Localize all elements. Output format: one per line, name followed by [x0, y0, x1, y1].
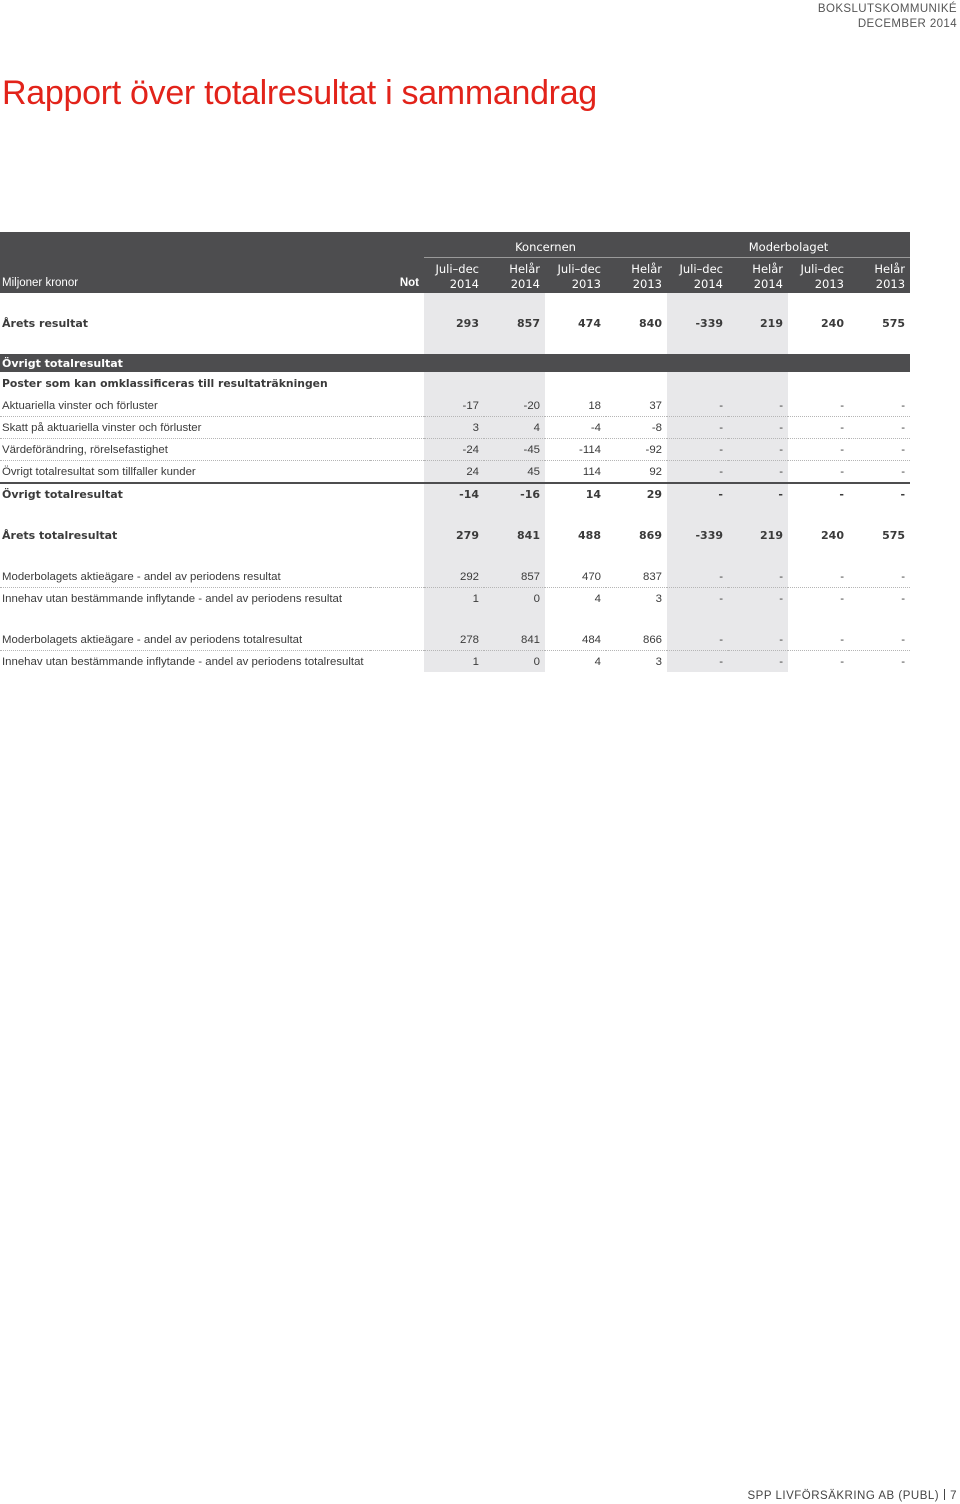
table-cell: - [667, 461, 728, 484]
table-cell: 474 [578, 317, 601, 330]
table-cell: - [849, 629, 910, 651]
spacer-row [0, 505, 910, 525]
spacer-row [0, 293, 910, 313]
table-cell: 240 [821, 317, 844, 330]
group-moderbolaget: Moderbolaget [667, 232, 910, 258]
year-header: 2013 [849, 277, 910, 293]
table-cell: 1 [424, 588, 484, 610]
table-row [0, 417, 910, 439]
table-cell: -4 [545, 417, 606, 439]
table-cell: 278 [424, 629, 484, 651]
table-cell: 114 [545, 461, 606, 484]
table-cell: - [728, 417, 788, 439]
table-cell: - [788, 566, 849, 588]
table-cell: -114 [545, 439, 606, 461]
table-row [0, 566, 910, 588]
table-cell: 24 [424, 461, 484, 484]
table-cell: - [728, 483, 788, 505]
group-koncernen: Koncernen [424, 232, 667, 258]
table-cell: 869 [639, 529, 662, 542]
period-header: Helår [606, 258, 667, 278]
table-cell: 292 [424, 566, 484, 588]
table-cell: 18 [545, 395, 606, 417]
group-header-row [0, 232, 910, 258]
table-row [0, 629, 910, 651]
table-cell: - [788, 439, 849, 461]
table-cell: - [900, 488, 906, 501]
table-cell: - [840, 592, 844, 605]
period-header: Juli–dec [545, 258, 606, 278]
table-cell: 45 [484, 461, 545, 484]
arets-resultat-row [0, 313, 910, 334]
year-header: 2014 [424, 277, 484, 293]
year-header-row [0, 277, 910, 293]
table-cell: 840 [639, 317, 662, 330]
table-cell: 279 [424, 525, 484, 546]
table-cell: -20 [484, 395, 545, 417]
unit-label: Miljoner kronor [0, 277, 370, 293]
year-header: 2013 [788, 277, 849, 293]
table-cell: - [667, 395, 728, 417]
period-header: Helår [728, 258, 788, 278]
table-cell: - [788, 395, 849, 417]
row-label: Årets resultat [2, 317, 89, 330]
table-cell: 3 [655, 592, 662, 605]
table-cell: - [667, 629, 728, 651]
page-number: 7 [950, 1490, 957, 1502]
table-cell: 484 [545, 629, 606, 651]
table-cell: 0 [484, 588, 545, 610]
spacer-row [0, 546, 910, 566]
row-label: Innehav utan bestämmande inflytande - andel av periodens resultat [2, 592, 343, 605]
table-cell: - [901, 592, 906, 605]
table-cell: - [728, 588, 788, 610]
period-header: Juli–dec [424, 258, 484, 278]
row-label: Aktuariella vinster och förluster [0, 395, 370, 417]
row-label: Värdeförändring, rörelsefastighet [0, 439, 370, 461]
table-cell: 470 [545, 566, 606, 588]
table-cell: - [667, 439, 728, 461]
table-cell: 92 [606, 461, 667, 484]
table-cell: - [788, 461, 849, 484]
table-cell: 219 [728, 313, 788, 334]
table-cell: - [667, 588, 728, 610]
table-row [0, 588, 910, 610]
table-cell: - [788, 629, 849, 651]
table-cell: - [667, 566, 728, 588]
table-cell: -339 [667, 313, 728, 334]
table-cell: 4 [484, 417, 545, 439]
table-cell: 837 [606, 566, 667, 588]
period-header: Juli–dec [788, 258, 849, 278]
row-label: Övrigt totalresultat [2, 488, 123, 501]
table-cell: -339 [667, 525, 728, 546]
table-cell: - [667, 483, 728, 505]
period-header-row [0, 258, 910, 278]
table-cell: - [849, 417, 910, 439]
table-cell: 37 [606, 395, 667, 417]
table-cell: 219 [728, 525, 788, 546]
row-label: Årets totalresultat [2, 529, 118, 542]
table-cell: - [849, 395, 910, 417]
period-header: Helår [849, 258, 910, 278]
table-cell: 841 [484, 629, 545, 651]
table-cell: 841 [484, 525, 545, 546]
subhead-label: Poster som kan omklassificeras till resultaträkningen [2, 377, 328, 390]
table-cell: -24 [424, 439, 484, 461]
table-cell: - [788, 417, 849, 439]
table-cell: - [849, 461, 910, 484]
table-cell: - [728, 651, 788, 673]
table-cell: -8 [606, 417, 667, 439]
row-label: Moderbolagets aktieägare - andel av periodens resultat [0, 566, 370, 588]
year-header: 2013 [545, 277, 606, 293]
row-label: Moderbolagets aktieägare - andel av periodens totalresultat [0, 629, 370, 651]
table-cell: 4 [594, 655, 601, 668]
table-cell: - [728, 629, 788, 651]
table-cell: 575 [882, 317, 906, 330]
row-label: Skatt på aktuariella vinster och förluster [0, 417, 370, 439]
report-date: DECEMBER 2014 [857, 18, 957, 30]
year-header: 2014 [728, 277, 788, 293]
table-cell: - [849, 439, 910, 461]
table-cell: - [728, 566, 788, 588]
table-cell: 3 [655, 655, 662, 668]
table-row [0, 395, 910, 417]
table-cell: - [728, 395, 788, 417]
table-cell: 866 [606, 629, 667, 651]
table-cell: -14 [424, 483, 484, 505]
row-label: Innehav utan bestämmande inflytande - andel av periodens totalresultat [2, 655, 364, 668]
page-title: Rapport över totalresultat i sammandrag [2, 74, 597, 112]
not-label: Not [370, 277, 424, 293]
table-cell: 857 [484, 566, 545, 588]
period-header: Juli–dec [667, 258, 728, 278]
table-cell: 29 [646, 488, 662, 501]
footer-separator [944, 1489, 945, 1500]
table-cell: 14 [585, 488, 601, 501]
table-cell: 1 [424, 651, 484, 673]
table-cell: 4 [594, 592, 601, 605]
table-cell: - [667, 651, 728, 673]
table-cell: - [839, 488, 844, 501]
table-cell: - [728, 439, 788, 461]
table-cell: -92 [606, 439, 667, 461]
table-cell: 857 [484, 313, 545, 334]
table-cell: 0 [484, 651, 545, 673]
table-cell: 575 [882, 529, 906, 542]
table-cell: -45 [484, 439, 545, 461]
year-header: 2014 [667, 277, 728, 293]
table-row [0, 439, 910, 461]
row-label: Övrigt totalresultat som tillfaller kunder [0, 461, 370, 484]
table-cell: 488 [578, 529, 601, 542]
table-cell: - [728, 461, 788, 484]
table-cell: - [849, 566, 910, 588]
income-statement-table [0, 232, 910, 672]
spacer-row [0, 334, 910, 354]
table-cell: -16 [484, 483, 545, 505]
document-footer [748, 1489, 958, 1502]
table-cell: -17 [424, 395, 484, 417]
table-cell: - [901, 655, 906, 668]
table-cell: 240 [821, 529, 844, 542]
table-cell: 3 [424, 417, 484, 439]
ovrigt-totalresultat-row [0, 483, 910, 505]
arets-totalresultat-row [0, 525, 910, 546]
year-header: 2014 [484, 277, 545, 293]
period-header: Helår [484, 258, 545, 278]
report-type: BOKSLUTSKOMMUNIKÉ [817, 3, 957, 15]
company-name: SPP LIVFÖRSÄKRING AB (PUBL) [747, 1490, 940, 1502]
document-header [818, 2, 957, 32]
table-row [0, 651, 910, 673]
subhead-row [0, 372, 910, 395]
section-label: Övrigt totalresultat [0, 354, 370, 372]
spacer-row [0, 609, 910, 629]
section-header-ovrigt [0, 354, 910, 372]
table-cell: 293 [424, 313, 484, 334]
table-row [0, 461, 910, 484]
table-cell: - [840, 655, 844, 668]
year-header: 2013 [606, 277, 667, 293]
table-cell: - [667, 417, 728, 439]
